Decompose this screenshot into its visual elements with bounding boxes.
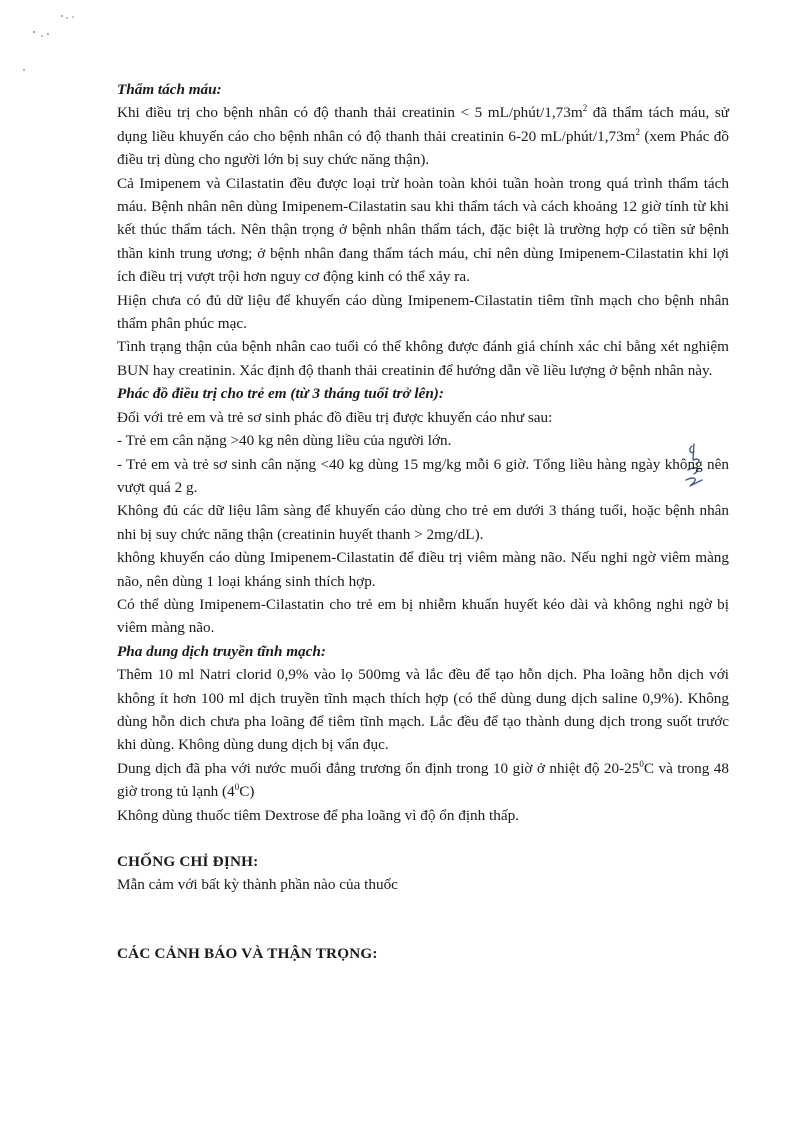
preparation-paragraph-1: Thêm 10 ml Natri clorid 0,9% vào lọ 500mg và lắc đều để tạo hỗn dịch. Pha loãng hỗn dịch với không ít hơn 100 ml dịch truyền tĩnh mạch thích hợp (có thể dùng dung dịch saline 0,9%). Không dùng hỗn dich chưa pha loãng để tiêm tĩnh mạch. Lắc đều để tạo thành dung dịch trong suốt trước khi dùng. Không dùng dung dịch bị vẩn đục.	[117, 666, 729, 754]
dialysis-paragraph-2: Cả Imipenem và Cilastatin đều được loại trừ hoàn toàn khỏi tuần hoàn trong quá trình thẩm tách máu. Bệnh nhân nên dùng Imipenem-Cilastatin sau khi thẩm tách và cách khoảng 12 giờ tính từ khi kết thúc thẩm tách. Nên thận trọng ở bệnh nhân thẩm tách, đặc biệt là trường hợp có tiền sử bệnh thần kinh trung ương; ở bệnh nhân đang thẩm tách máu, chỉ nên dùng Imipenem-Cilastatin khi lợi ích điều trị vượt trội hơn nguy cơ động kinh có thể xảy ra.	[117, 174, 729, 286]
children-heading: Phác đồ điều trị cho trẻ em (từ 3 tháng tuổi trở lên):	[117, 385, 444, 403]
preparation-paragraph-3: Không dùng thuốc tiêm Dextrose để pha loãng vì độ ổn định thấp.	[117, 806, 519, 824]
dialysis-heading: Thẩm tách máu:	[117, 81, 222, 98]
spacer	[117, 827, 729, 850]
preparation-heading: Pha dung dịch truyền tĩnh mạch:	[117, 642, 326, 660]
children-paragraph-5: không khuyến cáo dùng Imipenem-Cilastatin để điều trị viêm màng não. Nếu nghi ngờ viêm màng não, nên dùng 1 loại kháng sinh thích hợp.	[117, 549, 729, 590]
children-paragraph-4: Không đủ các dữ liệu lâm sàng để khuyến cáo dùng cho trẻ em dưới 3 tháng tuổi, hoặc bệnh nhân nhi bị suy chức năng thận (creatinin huyết thanh > 2mg/dL).	[117, 502, 729, 543]
children-paragraph-3: - Trẻ em và trẻ sơ sinh cân nặng <40 kg dùng 15 mg/kg mỗi 6 giờ. Tổng liều hàng ngày không nên vượt quá 2 g.	[117, 455, 729, 496]
dialysis-paragraph-3: Hiện chưa có đủ dữ liệu để khuyến cáo dùng Imipenem-Cilastatin tiêm tĩnh mạch cho bệnh nhân thẩm phân phúc mạc.	[117, 291, 729, 333]
contraindications-heading: CHỐNG CHỈ ĐỊNH:	[117, 853, 259, 870]
dialysis-paragraph-1: Khi điều trị cho bệnh nhân có độ thanh thải creatinin < 5 $mL/phút/1,73m^2$ đã thẩm tách máu, sử dụng liều khuyến cáo cho bệnh nhân có độ thanh thải creatinin 6-20 $mL/phút/1,73m^2$ (xem Phác đồ điều trị dùng cho người lớn bị suy chức năng thận).	[117, 103, 729, 169]
preparation-paragraph-2: Dung dịch đã pha với nước muối đẳng trương ổn định trong 10 giờ ở nhiệt độ $20-25^0C$ và trong 48 giờ trong tủ lạnh $(4^0C)$	[117, 758, 729, 801]
spacer	[117, 897, 729, 942]
scan-noise-dots	[20, 12, 90, 82]
children-paragraph-2: - Trẻ em cân nặng >40 kg nên dùng liều của người lớn.	[117, 432, 452, 450]
document-page	[117, 78, 729, 965]
contraindications-paragraph-1: Mẫn cảm với bất kỳ thành phần nào của thuốc	[117, 876, 398, 894]
children-paragraph-1: Đối với trẻ em và trẻ sơ sinh phác đồ điều trị được khuyến cáo như sau:	[117, 408, 553, 426]
children-paragraph-6: Có thể dùng Imipenem-Cilastatin cho trẻ em bị nhiễm khuẩn huyết kéo dài và không nghi ngờ bị viêm màng não.	[117, 595, 729, 637]
warnings-heading: CÁC CẢNH BÁO VÀ THẬN TRỌNG:	[117, 944, 378, 962]
dialysis-paragraph-4: Tình trạng thận của bệnh nhân cao tuổi có thể không được đánh giá chính xác chỉ bằng xét nghiệm BUN hay creatinin. Xác định độ thanh thải creatinin để hướng dẫn về liều lượng ở bệnh nhân này.	[117, 338, 729, 379]
